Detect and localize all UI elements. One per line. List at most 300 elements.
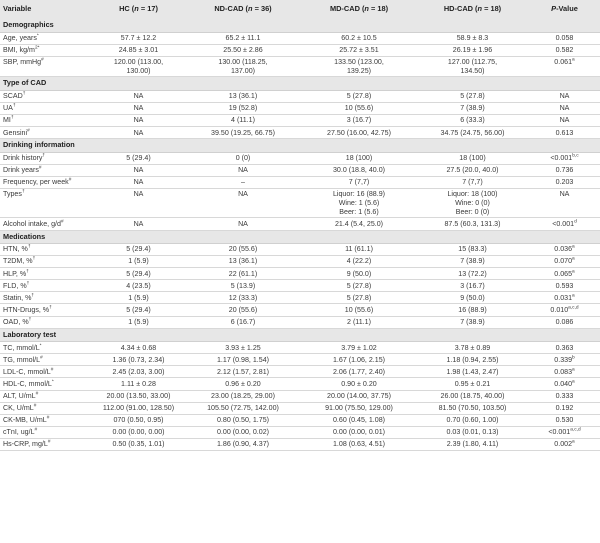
table-row [0,268,600,280]
cell-value: 13 (36.1) [228,92,258,101]
variable-label-cell [0,44,93,56]
section-title: Laboratory test [0,328,600,342]
table-row [0,244,600,256]
variable-label: SCAD [3,92,23,101]
cell-hc [93,256,184,268]
variable-label-cell [0,378,93,390]
variable-label-cell [0,152,93,164]
cell-md-cad [302,292,416,304]
cell-value: NA [133,92,144,101]
cell-p-value [529,115,600,127]
header-row [0,0,600,19]
cell-value: 20.00 (13.50, 33.00) [106,391,171,400]
cell-hd-cad [416,354,529,366]
section-row [0,230,600,244]
cell-value: 3.78 ± 0.89 [454,343,491,352]
variable-footnote-mark: * [36,33,39,39]
table-row [0,103,600,115]
p-value-wrap [531,392,598,401]
cell-nd-cad [184,103,302,115]
variable-footnote-mark: † [26,269,29,275]
cell-value: 1.18 (0.94, 2.55) [446,355,499,364]
cell-nd-cad [184,218,302,230]
variable-label: ALT, U/mL [3,391,36,400]
variable-footnote-mark: † [31,293,35,299]
cell-value: 16 (88.9) [458,305,487,314]
cell-value: 1 (5.9) [128,317,149,326]
cell-nd-cad [184,189,302,218]
cell-value: 6 (33.3) [460,116,485,125]
variable-label-cell [0,366,93,378]
variable-footnote-mark: † [12,104,16,110]
p-value-wrap [531,46,598,55]
cell-value: <0.001 [552,219,575,228]
variable-label-cell [0,426,93,438]
variable-footnote-mark: † [27,245,31,251]
variable-label-cell [0,268,93,280]
cell-value: Liquor: 16 (88.9) [332,190,386,199]
cell-value: 12 (33.3) [228,293,258,302]
column-header-hc: HC (n = 17) [119,4,158,14]
p-value-wrap [531,356,598,365]
cell-nd-cad [184,44,302,56]
cell-value: 1 (5.9) [128,257,149,266]
cell-hc [93,218,184,230]
cell-value: 130.00) [126,66,151,75]
table-row [0,115,600,127]
cell-value: 0.086 [555,317,574,326]
variable-footnote-mark: # [46,415,50,421]
cell-nd-cad [184,354,302,366]
cell-hc [93,244,184,256]
cell-value: 0.333 [555,391,574,400]
cell-value: NA [133,219,144,228]
cell-hc [93,414,184,426]
variable-footnote-mark: # [38,165,42,171]
cell-md-cad [302,218,416,230]
cell-value: 0.00 (0.00, 0.00) [112,428,165,437]
table-row [0,44,600,56]
cell-value: 0.363 [555,343,574,352]
cell-value: 18 (100) [459,154,486,163]
cell-value: 19 (52.8) [228,104,258,113]
cell-value: 139.25) [346,66,372,75]
variable-label: cTnI, ug/L [3,428,35,437]
p-value-wrap [531,129,598,138]
cell-value: 137.00) [230,66,256,75]
cell-value: 5 (13.9) [230,281,256,290]
variable-footnote-mark: # [33,403,37,409]
cell-md-cad [302,390,416,402]
cell-p-value [529,426,600,438]
variable-label-cell [0,91,93,103]
table-row [0,402,600,414]
cell-value: 1 (5.9) [128,293,149,302]
cell-value: 0.061 [554,58,573,67]
p-value-wrap [531,166,598,175]
cell-value: 112.00 (91.00, 128.50) [102,403,175,412]
cell-md-cad [302,426,416,438]
cell-value: NA [133,128,144,137]
cell-value: 23.00 (18.25, 29.00) [211,391,275,400]
p-value-wrap [531,404,598,413]
variable-footnote-mark: † [32,257,36,263]
variable-label-cell [0,165,93,177]
cell-nd-cad [184,152,302,164]
cell-value: NA [559,190,570,199]
cell-value: Liquor: 18 (100) [447,190,498,199]
cell-hc [93,189,184,218]
cell-p-value [529,177,600,189]
p-value-footnote-mark: a [572,57,575,63]
cell-hd-cad [416,177,529,189]
cell-p-value [529,342,600,354]
table-row [0,165,600,177]
variable-label: HTN-Drugs, % [3,305,50,314]
variable-footnote-mark: # [68,178,72,184]
cell-hd-cad [416,115,529,127]
p-value-wrap [531,178,598,187]
table-row [0,390,600,402]
cell-value: NA [559,92,570,101]
cell-value: 0.036 [554,245,573,254]
cell-value: 57.7 ± 12.2 [120,33,157,42]
cell-hc [93,56,184,77]
variable-footnote-mark: † [42,153,46,159]
cell-hd-cad [416,316,529,328]
cell-md-cad [302,152,416,164]
cell-hd-cad [416,56,529,77]
cell-md-cad [302,256,416,268]
cell-value: 0.03 (0.01, 0.13) [446,428,499,437]
cell-value: 1.98 (1.43, 2.47) [446,367,499,376]
cell-nd-cad [184,438,302,450]
variable-label-cell [0,256,93,268]
cell-value: 39.50 (19.25, 66.75) [211,128,275,137]
cell-md-cad [302,165,416,177]
table-header [0,0,600,19]
p-value-wrap [531,220,598,229]
cell-value: 25.50 ± 2.86 [223,45,263,54]
cell-value: 65.2 ± 11.1 [225,33,261,42]
cell-value: NA [238,190,248,199]
cell-md-cad [302,402,416,414]
cell-value: Beer: 0 (0) [455,207,490,216]
p-value-footnote-mark: b,c [572,153,579,159]
cell-value: 10 (55.6) [344,305,374,314]
cell-hd-cad [416,32,529,44]
column-header-md-cad: MD-CAD (n = 18) [329,4,389,14]
variable-label-cell [0,438,93,450]
cell-hc [93,342,184,354]
cell-value: NA [559,104,570,113]
cell-md-cad [302,378,416,390]
cell-hc [93,268,184,280]
variable-label: CK, U/mL [3,403,34,412]
variable-label-cell [0,189,93,218]
table-row [0,304,600,316]
cell-value: 4 (11.1) [231,116,255,125]
p-value-footnote-mark: a [572,257,575,263]
cell-value: 1.86 (0.90, 4.37) [216,440,270,449]
variable-label-cell [0,218,93,230]
cell-value: 0.192 [555,403,574,412]
variable-label: BMI, kg/m [3,45,35,54]
p-value-footnote-mark: a [572,379,575,385]
variable-label: HLP, % [3,269,27,278]
cell-hc [93,292,184,304]
cell-value: 0.60 (0.45, 1.08) [332,416,386,424]
cell-p-value [529,304,600,316]
variable-label: Frequency, per week [3,178,69,187]
cell-value: 21.4 (5.4, 25.0) [334,219,384,228]
cell-value: 0.010 [550,305,569,314]
cell-md-cad [302,438,416,450]
cell-p-value [529,256,600,268]
cell-value: 22 (61.1) [228,269,258,278]
cell-value: 87.5 (60.3, 131.3) [444,219,501,228]
cell-p-value [529,56,600,77]
cell-value: NA [133,116,144,125]
cell-value: 4.34 ± 0.68 [120,343,157,352]
cell-hc [93,44,184,56]
cell-value: 5 (27.8) [346,281,372,290]
table-row [0,91,600,103]
cell-value: 0.002 [554,440,573,449]
cell-value: 0.96 ± 0.20 [225,379,261,388]
table-body [0,19,600,450]
variable-label: UA [3,104,13,113]
cell-value: 26.00 (18.75, 40.00) [440,391,505,400]
variable-label: MI [3,116,11,125]
cell-value: 1.17 (0.98, 1.54) [216,355,270,364]
variable-footnote-mark: # [40,355,43,361]
variable-label-cell [0,56,93,77]
variable-label: Drink years [3,166,39,175]
cell-value: 25.72 ± 3.51 [339,45,379,54]
cell-md-cad [302,127,416,139]
variable-label: Alcohol intake, g/d [3,219,61,228]
cell-md-cad [302,177,416,189]
variable-label-cell [0,414,93,426]
cell-value: 2.06 (1.77, 2.40) [332,367,386,376]
p-value-wrap [531,116,598,125]
cell-hd-cad [416,44,529,56]
cell-nd-cad [184,165,302,177]
cell-p-value [529,127,600,139]
variable-footnote-mark: # [41,57,44,63]
cell-hc [93,115,184,127]
table-row [0,177,600,189]
cell-md-cad [302,366,416,378]
cell-value: 3.93 ± 1.25 [225,343,261,352]
cell-hd-cad [416,292,529,304]
cell-hc [93,354,184,366]
table-row [0,56,600,77]
p-value-wrap [531,270,598,279]
cell-hc [93,152,184,164]
cell-md-cad [302,354,416,366]
variable-footnote-mark: * [51,379,54,385]
variable-label-cell [0,103,93,115]
cell-value: 2 (11.1) [347,317,371,326]
variable-label-cell [0,292,93,304]
variable-label: Hs-CRP, mg/L [3,440,48,449]
cell-value: 1.67 (1.06, 2.15) [332,355,386,364]
cell-p-value [529,316,600,328]
cell-hc [93,304,184,316]
cell-value: NA [133,104,144,113]
cell-hd-cad [416,304,529,316]
cell-value: 81.50 (70.50, 103.50) [438,403,507,412]
cell-value: 4 (22.2) [346,257,372,266]
table-row [0,438,600,450]
cell-value: 6 (16.7) [230,317,256,326]
cell-value: 0.736 [555,166,574,175]
p-value-wrap [531,190,598,199]
cell-value: NA [559,116,570,125]
table-row [0,32,600,44]
p-value-wrap [531,154,598,163]
table-row [0,316,600,328]
cell-md-cad [302,91,416,103]
cell-value: 3.79 ± 1.02 [341,343,377,352]
cell-hd-cad [416,280,529,292]
cell-hc [93,103,184,115]
section-row [0,19,600,32]
variable-label-cell [0,244,93,256]
variable-label-cell [0,127,93,139]
column-header-nd-cad: ND-CAD (n = 36) [214,4,272,14]
cell-hd-cad [416,256,529,268]
p-value-wrap [531,306,598,315]
p-value-wrap [531,92,598,101]
variable-footnote-mark: # [50,367,54,373]
variable-footnote-mark: # [27,128,30,134]
cell-p-value [529,218,600,230]
cell-value: NA [133,178,144,187]
cell-hc [93,32,184,44]
variable-label-cell [0,354,93,366]
cell-value: Wine: 0 (0) [455,199,490,208]
variable-label-cell [0,402,93,414]
cell-hc [93,438,184,450]
cell-value: 0.339 [554,355,573,364]
table-row [0,280,600,292]
p-value-footnote-mark: a [572,269,575,275]
cell-value: 0.031 [554,293,573,302]
cell-p-value [529,189,600,218]
table-row [0,152,600,164]
variable-label-cell [0,316,93,328]
cell-value: 15 (83.3) [458,245,487,254]
cell-hd-cad [416,438,529,450]
table-row [0,256,600,268]
cell-value: 3 (16.7) [346,116,372,125]
cell-value: 26.19 ± 1.96 [452,45,493,54]
cell-p-value [529,378,600,390]
p-value-wrap [531,58,598,67]
p-value-wrap [531,257,598,266]
cell-p-value [529,366,600,378]
cell-hd-cad [416,165,529,177]
cell-value: 0.00 (0.00, 0.01) [332,428,386,437]
p-value-footnote-mark: a,c,d [568,305,579,311]
variable-label: Drink history [3,154,43,163]
section-title: Drinking information [0,139,600,153]
cell-value: 0.058 [555,33,574,42]
cell-hd-cad [416,342,529,354]
cell-p-value [529,103,600,115]
p-value-wrap [531,428,598,437]
cell-md-cad [302,244,416,256]
cell-value: 18 (100) [345,154,373,163]
cell-value: 7 (7,7) [462,178,483,187]
cell-hd-cad [416,378,529,390]
cell-p-value [529,414,600,426]
cell-nd-cad [184,292,302,304]
variable-footnote-mark: 2* [34,45,40,51]
variable-label-cell [0,342,93,354]
cell-p-value [529,354,600,366]
cell-value: 20.00 (14.00, 37.75) [327,391,391,400]
cell-value: 60.2 ± 10.5 [341,33,377,42]
cell-value: 0.040 [554,379,573,388]
cell-hd-cad [416,390,529,402]
cell-value: <0.001 [550,154,573,163]
section-title: Type of CAD [0,77,600,91]
cell-value: 133.50 (123.00, [334,58,384,67]
table-row [0,366,600,378]
variable-footnote-mark: # [35,391,39,397]
table-row [0,426,600,438]
variable-footnote-mark: † [26,281,30,287]
cell-nd-cad [184,244,302,256]
cell-md-cad [302,316,416,328]
cell-nd-cad [184,177,302,189]
cell-nd-cad [184,402,302,414]
cell-value: 5 (29.4) [126,305,151,314]
cell-nd-cad [184,256,302,268]
cell-hd-cad [416,103,529,115]
cell-value: 0.90 ± 0.20 [341,379,377,388]
cell-p-value [529,390,600,402]
table-row [0,378,600,390]
cell-value: 0.593 [555,281,574,290]
variable-label: TC, mmol/L [3,343,40,352]
cell-p-value [529,280,600,292]
cell-value: 2.12 (1.57, 2.81) [216,367,270,376]
cell-value: 10 (55.6) [344,104,374,113]
cell-value: Beer: 1 (5.6) [339,207,379,216]
cell-nd-cad [184,414,302,426]
cell-value: 7 (38.9) [460,317,485,326]
cell-p-value [529,32,600,44]
cell-nd-cad [184,268,302,280]
cell-nd-cad [184,280,302,292]
cell-value: 120.00 (113.00, [113,58,164,67]
cell-value: 130.00 (118.25, [218,58,268,67]
cell-value: 13 (36.1) [228,257,258,266]
cell-value: 3 (16.7) [460,281,485,290]
cell-value: 9 (50.0) [346,269,372,278]
variable-footnote-mark: † [22,91,26,97]
cell-md-cad [302,44,416,56]
cell-value: 5 (27.8) [346,293,372,302]
cell-md-cad [302,32,416,44]
cell-value: 2.45 (2.03, 3.00) [112,367,165,376]
cell-hc [93,378,184,390]
